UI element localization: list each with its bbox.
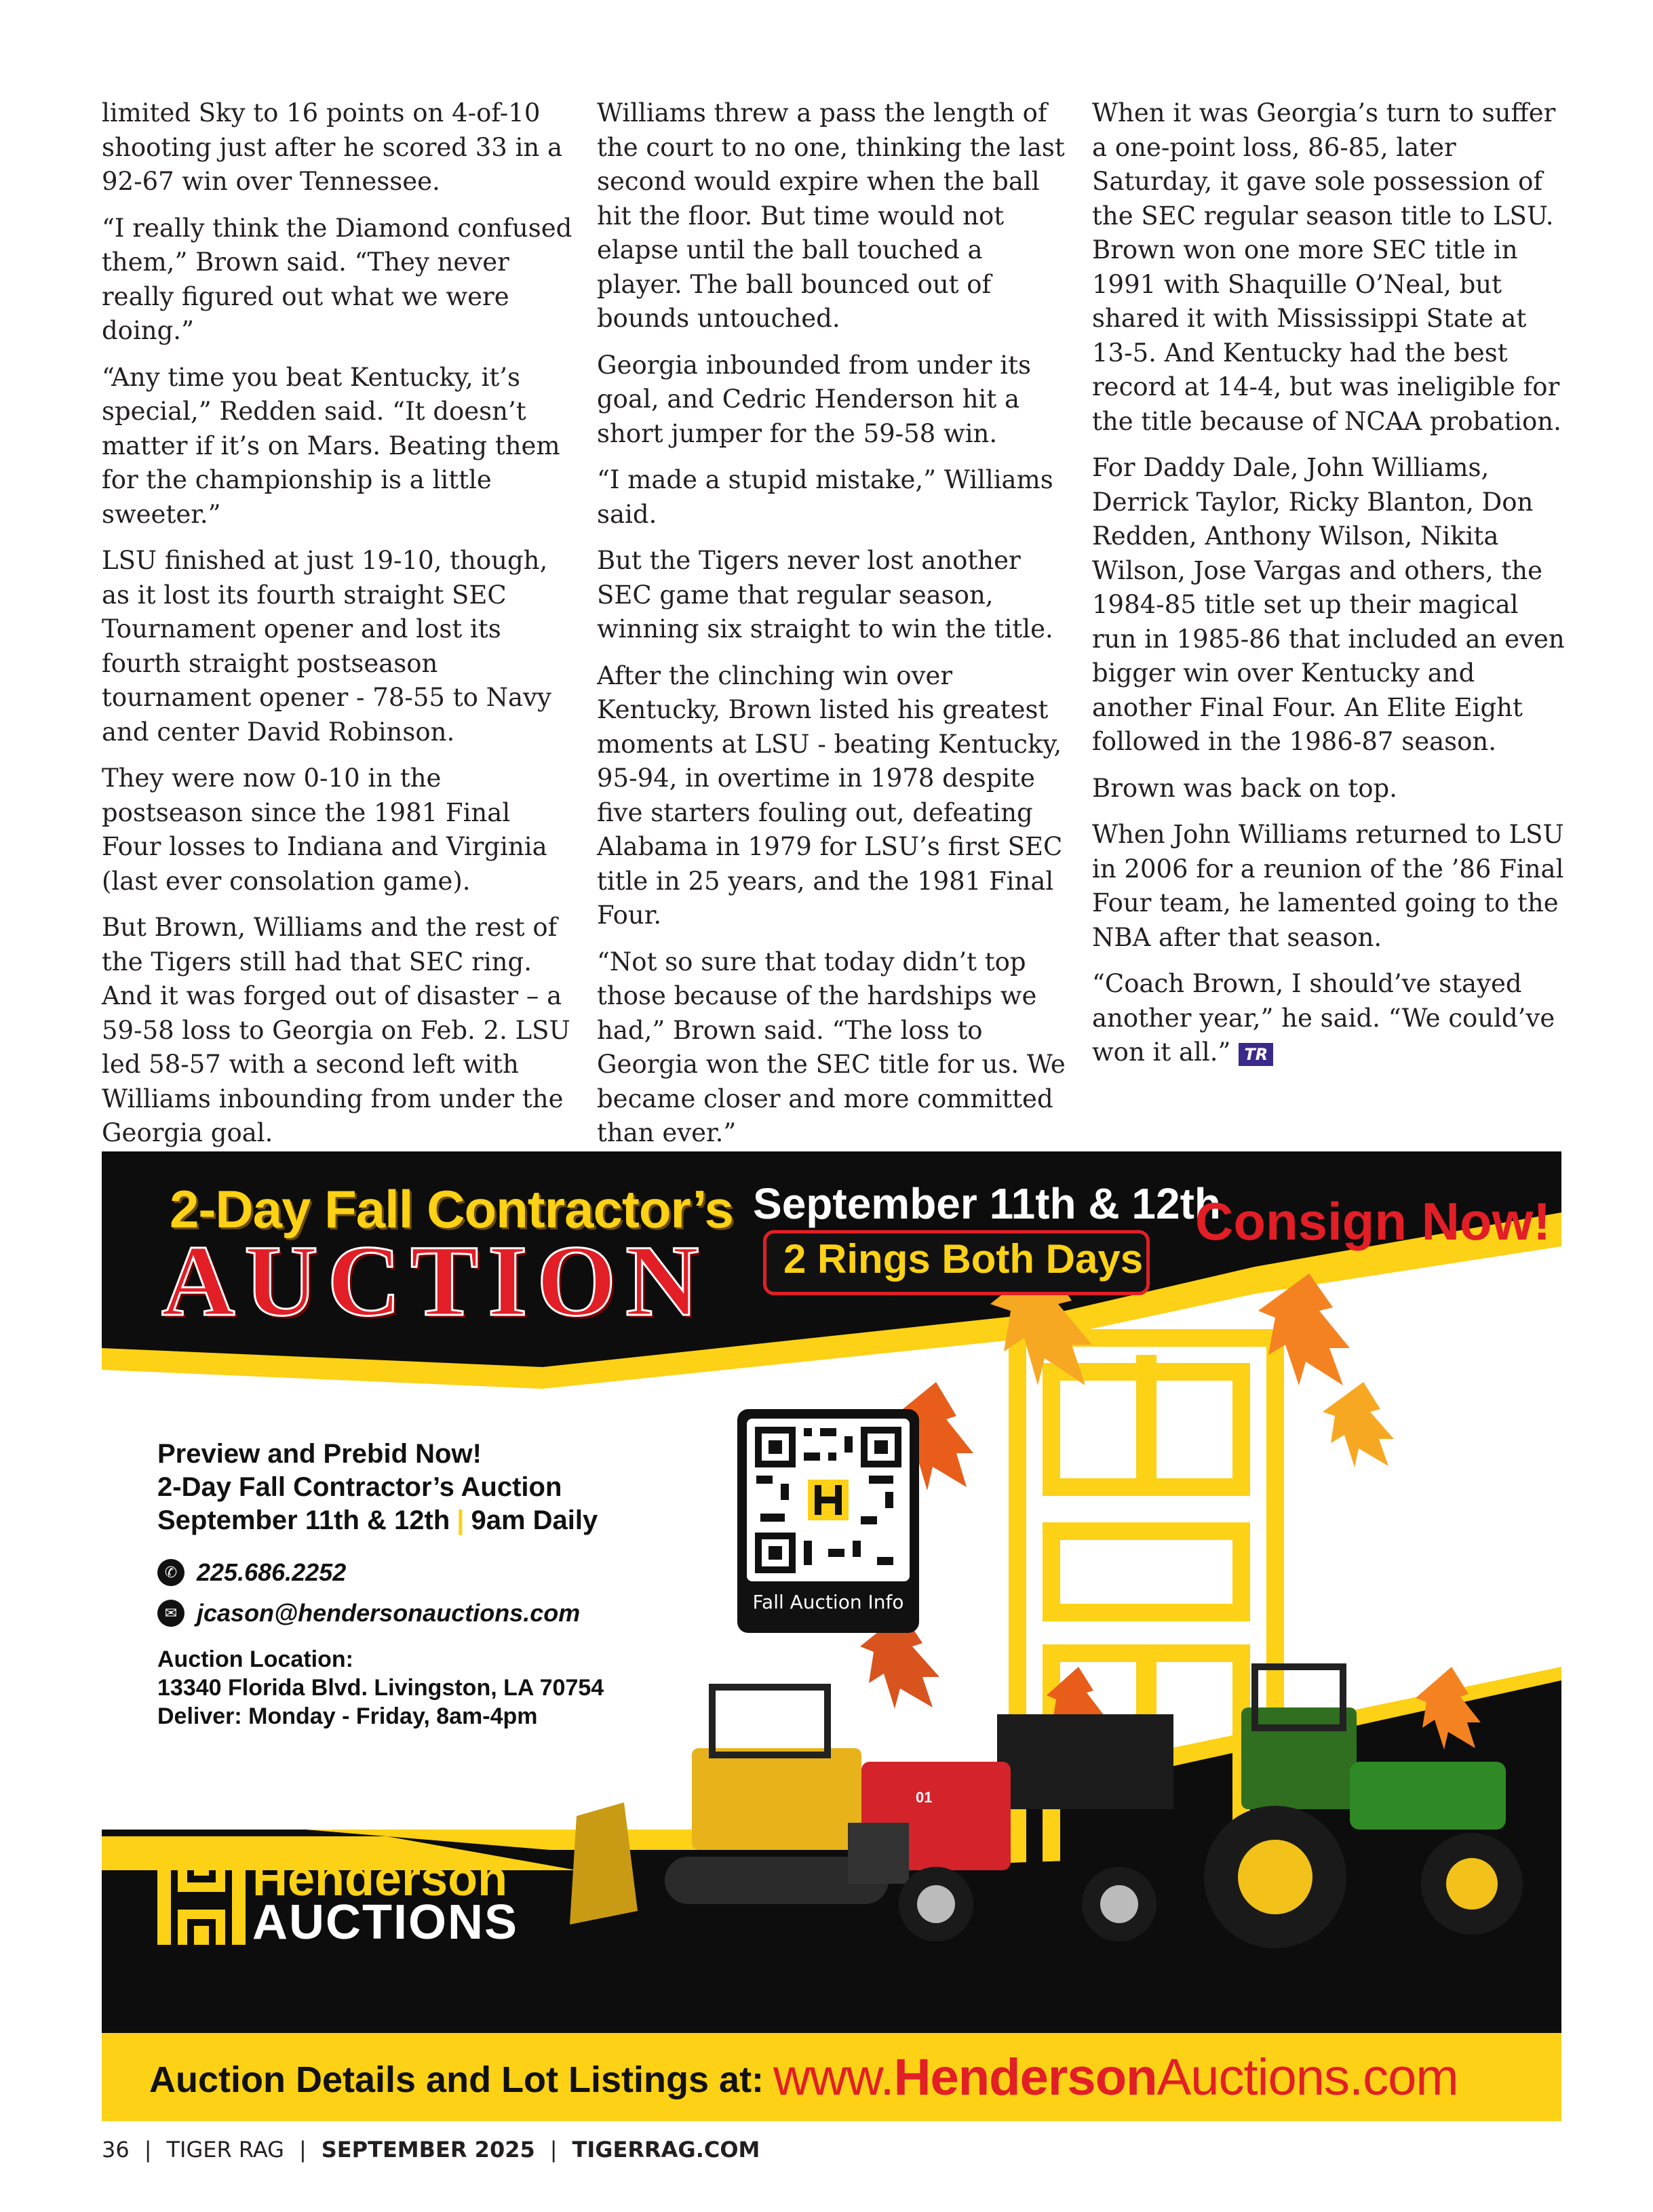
phone-contact[interactable] xyxy=(157,1558,346,1587)
page-number: 36 xyxy=(102,2137,130,2162)
preview-heading: Preview and Prebid Now! xyxy=(157,1439,482,1469)
ad-dates-heading: September 11th & 12th xyxy=(753,1179,1221,1228)
truck-number: 01 xyxy=(916,1789,933,1806)
qr-code-graphic xyxy=(747,1419,910,1581)
email-address[interactable]: jcason@hendersonauctions.com xyxy=(197,1599,581,1627)
paragraph: When John Williams returned to LSU in 2006 for a reunion of the ’86 Final Four team, he lamented going to the NBA after that season. xyxy=(1092,820,1564,952)
paragraph: Williams threw a pass the length of the court to no one, thinking the last second would expire when the ball hit the floor. But time would not elapse until the ball touched a player. The ball bounced out of bounds untouched. xyxy=(597,98,1065,333)
url-brand: Henderson xyxy=(893,2049,1157,2106)
logo-henderson: Henderson xyxy=(252,1852,508,1906)
qr-caption: Fall Auction Info xyxy=(752,1591,904,1613)
issue-date: SEPTEMBER 2025 xyxy=(321,2137,535,2162)
location-label: Auction Location: xyxy=(157,1646,353,1672)
qr-code[interactable] xyxy=(747,1419,910,1581)
paragraph: After the clinching win over Kentucky, Brown listed his greatest moments at LSU - beating Kentucky, 95-94, in overtime in 1978 despite five starters fouling out, defeating Alabama in 1979 for LSU’s first SEC title in 25 years, and the 1981 Final Four. xyxy=(597,660,1063,930)
preview-separator: | xyxy=(456,1505,465,1535)
paragraph: But Brown, Williams and the rest of the Tigers still had that SEC ring. And it was forged out of disaster – a 59-58 loss to Georgia on Feb. 2. LSU led 58-57 with a second left with Williams inbounding from under the Georgia goal. xyxy=(102,913,570,1147)
qr-card[interactable] xyxy=(737,1409,919,1633)
paragraph: They were now 0-10 in the postseason since the 1981 Final Four losses to Indiana and Virginia (last ever consolation game). xyxy=(102,764,547,896)
paragraph: “Not so sure that today didn’t top those because of the hardships we had,” Brown said. “The loss to Georgia won the SEC title for us. We became closer and more committed than ever.” xyxy=(597,947,1066,1147)
ad-footer-label: Auction Details and Lot Listings at: xyxy=(149,2059,764,2100)
page-footer xyxy=(102,2137,760,2162)
preview-time: 9am Daily xyxy=(471,1505,598,1535)
rings-badge-text: 2 Rings Both Days xyxy=(783,1236,1144,1282)
preview-dates: September 11th & 12th xyxy=(157,1505,450,1535)
footer-separator: | xyxy=(549,2137,558,2162)
henderson-auctions-ad[interactable] xyxy=(102,1151,1561,2121)
location-address: 13340 Florida Blvd. Livingston, LA 70754 xyxy=(157,1675,604,1701)
footer-separator: | xyxy=(298,2137,307,2162)
paragraph: Georgia inbounded from under its goal, and Cedric Henderson hit a short jumper for the 59-58 win. xyxy=(597,350,1031,448)
tr-end-badge: TR xyxy=(1239,1043,1273,1066)
paragraph xyxy=(1092,967,1567,1070)
ad-website-link[interactable] xyxy=(773,2048,1458,2107)
ad-footer-bar xyxy=(102,2033,1561,2121)
article-column-2 xyxy=(597,96,1072,1163)
closing-quote: “Coach Brown, I should’ve stayed another year,” he said. “We could’ve won it all.” xyxy=(1092,969,1555,1067)
publication-name: TIGER RAG xyxy=(166,2137,284,2162)
henderson-h-logo-icon xyxy=(157,1857,246,1945)
article-column-1 xyxy=(102,96,577,1163)
paragraph: “I really think the Diamond confused them,” Brown said. “They never really figured out what we were doing.” xyxy=(102,213,572,345)
website-link[interactable]: TIGERRAG.COM xyxy=(572,2137,760,2162)
ad-title-auction: AUCTION xyxy=(161,1225,709,1337)
preview-auction-name: 2-Day Fall Contractor’s Auction xyxy=(157,1472,562,1502)
paragraph: For Daddy Dale, John Williams, Derrick Taylor, Ricky Blanton, Don Redden, Anthony Wilson, Nikita Wilson, Jose Vargas and others, the 1984-85 title set up their magical run in 1985-86 that included an even bigger win over Kentucky and another Final Four. An Elite Eight followed in the 1986-87 season. xyxy=(1092,453,1565,756)
url-prefix: www. xyxy=(773,2049,894,2106)
paragraph: Brown was back on top. xyxy=(1092,773,1397,803)
paragraph: “Any time you beat Kentucky, it’s special,” Redden said. “It doesn’t matter if it’s on Mars. Beating them for the championship is a little sweeter.” xyxy=(102,362,560,529)
paragraph: limited Sky to 16 points on 4-of-10 shooting just after he scored 33 in a 92-67 win over Tennessee. xyxy=(102,98,563,196)
consign-now-callout[interactable]: Consign Now! xyxy=(1195,1191,1551,1251)
logo-auctions: AUCTIONS xyxy=(252,1895,518,1950)
logo-wordmark xyxy=(252,1852,518,1950)
henderson-logo[interactable] xyxy=(157,1852,518,1950)
ad-title-line1: 2-Day Fall Contractor’s xyxy=(170,1179,733,1239)
preview-dates-time xyxy=(157,1505,598,1536)
email-icon: ✉ xyxy=(157,1600,184,1627)
paragraph: But the Tigers never lost another SEC game that regular season, winning six straight to win the title. xyxy=(597,546,1053,644)
phone-icon: ✆ xyxy=(157,1559,184,1586)
url-suffix: Auctions.com xyxy=(1156,2049,1458,2106)
paragraph: When it was Georgia’s turn to suffer a one-point loss, 86-85, later Saturday, it gave sole possession of the SEC regular season title to LSU. Brown won one more SEC title in 1991 with Shaquille O’Neal, but shared it with Mississippi State at 13-5. And Kentucky had the best record at 14-4, but was ineligible for the title because of NCAA probation. xyxy=(1092,98,1561,436)
email-contact[interactable] xyxy=(157,1599,580,1627)
paragraph: LSU finished at just 19-10, though, as it lost its fourth straight SEC Tournament opener and lost its fourth straight postseason tournament opener - 78-55 to Navy and center David Robinson. xyxy=(102,546,551,747)
paragraph: “I made a stupid mistake,” Williams said. xyxy=(597,465,1053,529)
phone-number[interactable]: 225.686.2252 xyxy=(197,1558,347,1586)
article-column-3 xyxy=(1092,96,1567,1082)
footer-separator: | xyxy=(144,2137,152,2162)
delivery-hours: Deliver: Monday - Friday, 8am-4pm xyxy=(157,1703,538,1729)
